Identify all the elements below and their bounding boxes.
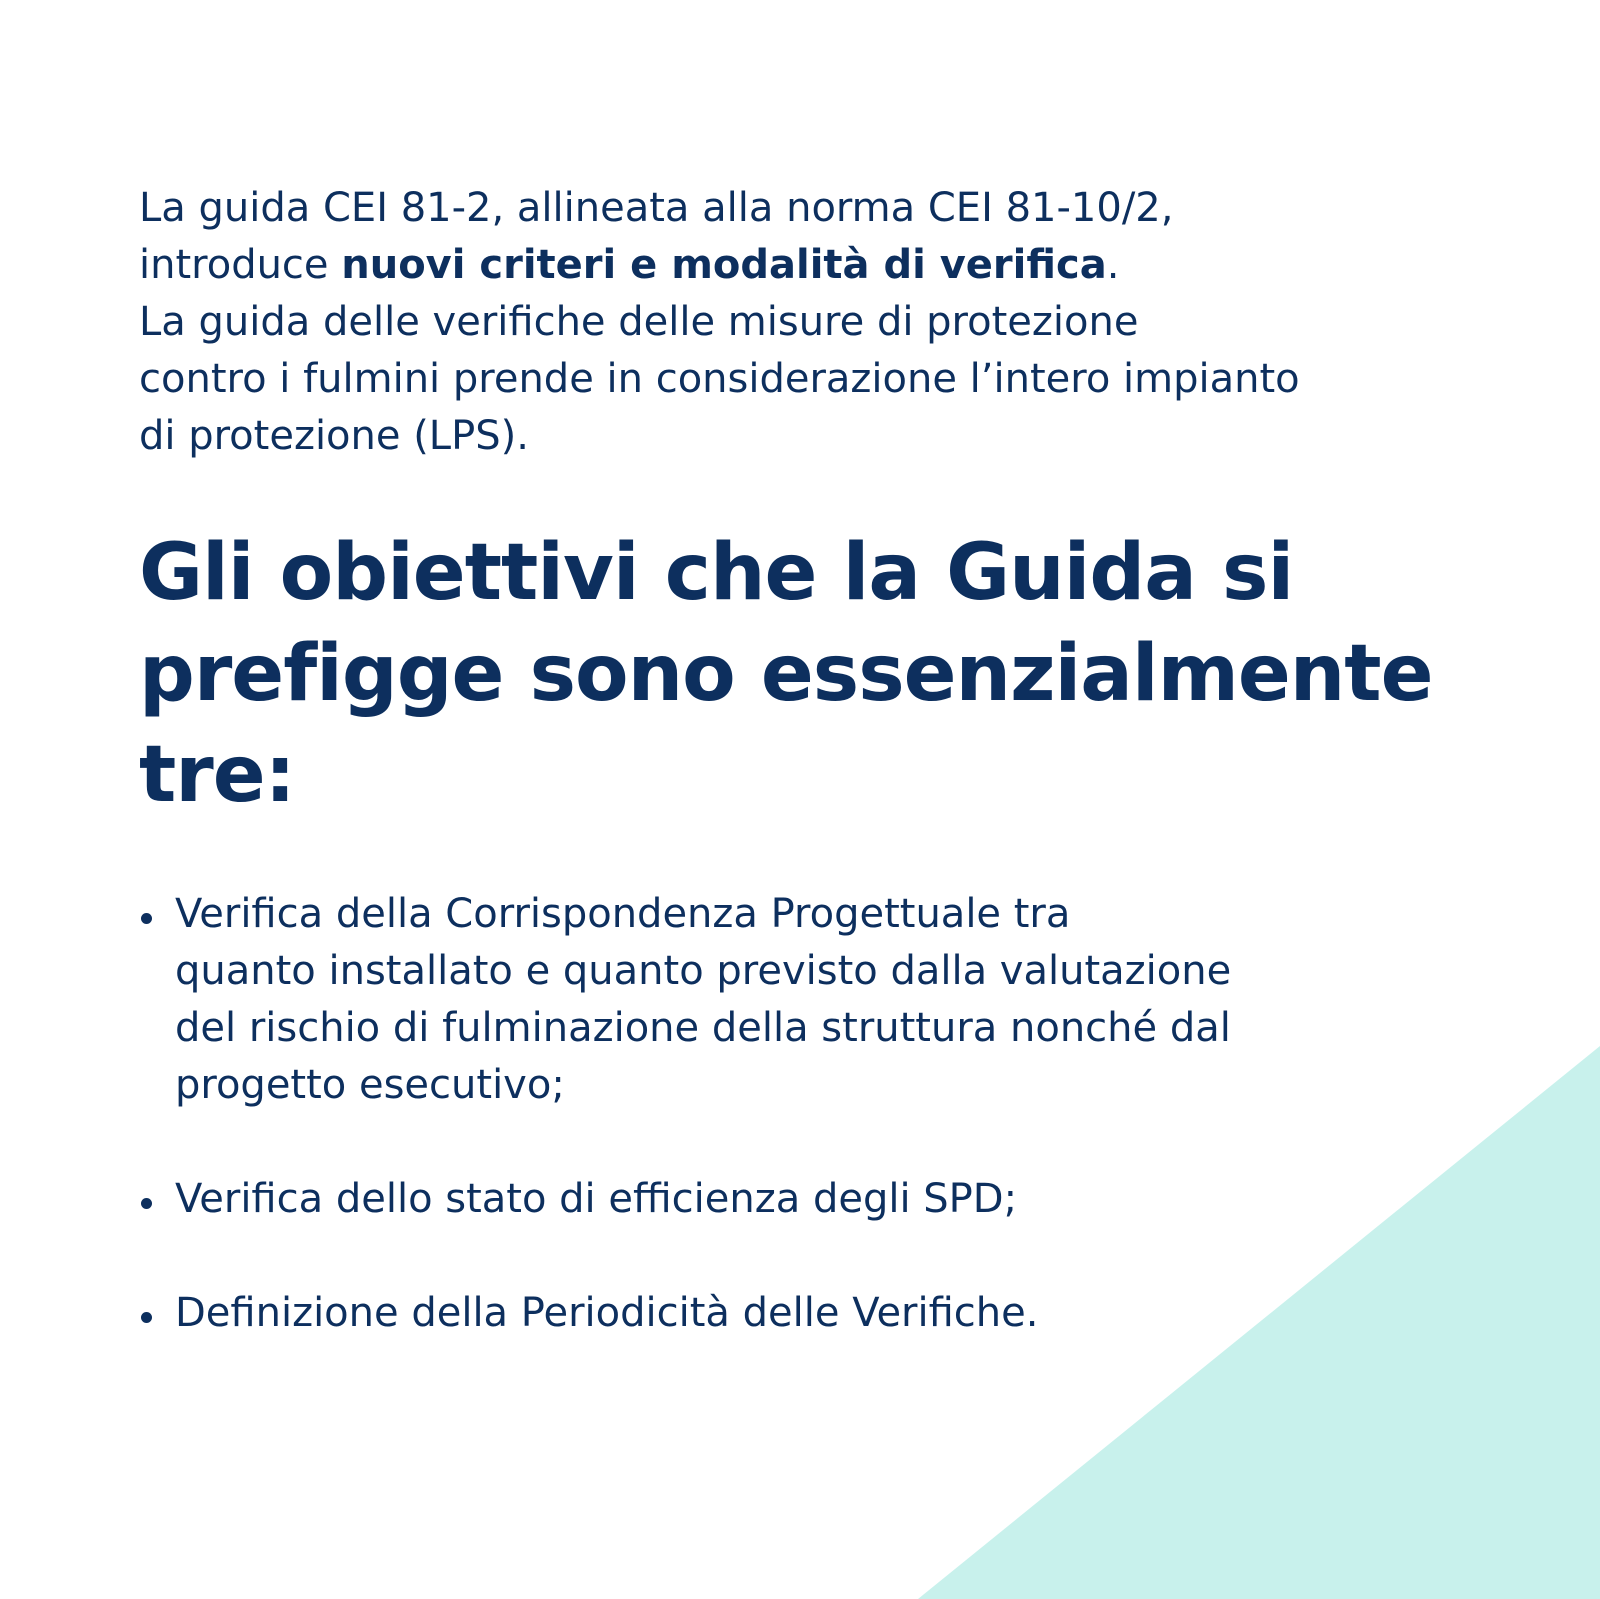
heading-line-1: Gli obiettivi che la Guida si bbox=[139, 528, 1294, 618]
intro-line-1: La guida CEI 81-2, allineata alla norma CEI 81-10/2, bbox=[139, 185, 1174, 231]
intro-line-2-end: . bbox=[1106, 242, 1120, 288]
list-item bbox=[139, 1171, 1539, 1228]
list-item-line: Verifica della Corrispondenza Progettuale tra bbox=[175, 891, 1071, 937]
heading-line-2: prefigge sono essenzialmente bbox=[139, 629, 1433, 719]
intro-paragraph bbox=[139, 180, 1539, 465]
intro-line-2 bbox=[139, 237, 1539, 294]
list-item bbox=[139, 1285, 1539, 1342]
intro-line-5: di protezione (LPS). bbox=[139, 413, 529, 459]
objectives-list bbox=[139, 886, 1539, 1342]
list-item bbox=[139, 886, 1539, 1114]
list-item-line: quanto installato e quanto previsto dalla valutazione bbox=[175, 948, 1232, 994]
list-item-line: del rischio di fulminazione della struttura nonché dal bbox=[175, 1005, 1231, 1051]
list-item-line: progetto esecutivo; bbox=[175, 1062, 565, 1108]
page-content bbox=[139, 180, 1539, 1342]
intro-line-3: La guida delle verifiche delle misure di protezione bbox=[139, 299, 1139, 345]
bullet-dot-icon bbox=[141, 1198, 152, 1209]
bullet-dot-icon bbox=[141, 913, 152, 924]
bullet-dot-icon bbox=[141, 1312, 152, 1323]
heading-line-3: tre: bbox=[139, 730, 295, 820]
intro-emphasis: nuovi criteri e modalità di verifica bbox=[341, 242, 1107, 288]
objectives-heading bbox=[139, 523, 1539, 826]
list-item-line: Definizione della Periodicità delle Verifiche. bbox=[175, 1290, 1039, 1336]
intro-line-2-start: introduce bbox=[139, 242, 342, 288]
list-item-line: Verifica dello stato di efficienza degli SPD; bbox=[175, 1176, 1018, 1222]
intro-line-4: contro i fulmini prende in considerazione l’intero impianto bbox=[139, 356, 1300, 402]
